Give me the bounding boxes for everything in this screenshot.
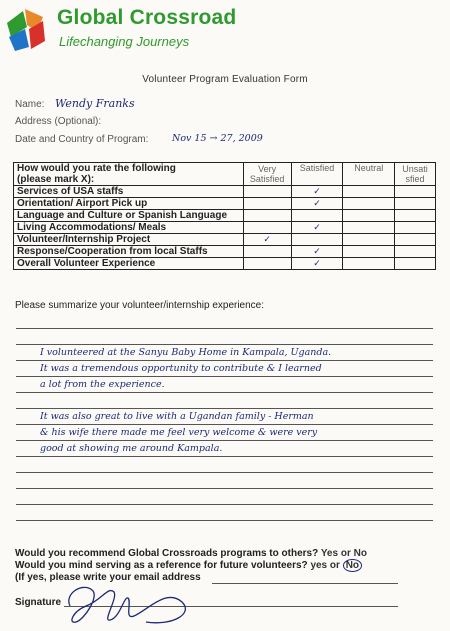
rating-cell[interactable]: [343, 222, 395, 234]
option-unsatisfied: Unsati sfied: [395, 163, 436, 186]
checkmark-icon: ✓: [263, 234, 271, 244]
rating-cell[interactable]: [343, 198, 395, 210]
rating-cell[interactable]: [291, 222, 343, 234]
reference-question: Would you mind serving as a reference for future volunteers? yes or No: [15, 560, 362, 571]
summary-text-line: It was also great to live with a Ugandan family - Herman: [40, 411, 314, 422]
rating-cell[interactable]: [395, 234, 436, 246]
rating-row-label: Language and Culture or Spanish Language: [14, 210, 244, 222]
rating-row: [14, 198, 436, 210]
rating-header-line2: (please mark X):: [17, 174, 95, 185]
handwritten-signature: [62, 576, 192, 628]
signature-label: Signature: [15, 597, 62, 608]
summary-rule-line: [16, 504, 433, 505]
summary-text-line: good at showing me around Kampala.: [40, 443, 223, 454]
summary-rule-line: [16, 472, 433, 473]
checkmark-icon: ✓: [313, 198, 321, 208]
rating-cell[interactable]: [243, 210, 291, 222]
rating-header-row: [14, 163, 436, 186]
summary-rule-line: [16, 424, 433, 425]
rating-cell[interactable]: [343, 258, 395, 270]
summary-text-line: a lot from the experience.: [40, 379, 165, 390]
name-label: Name:: [15, 99, 45, 110]
summary-rule-line: [16, 360, 433, 361]
form-title: Volunteer Program Evaluation Form: [142, 74, 308, 85]
summary-rule-line: [16, 392, 433, 393]
rating-cell[interactable]: [291, 246, 343, 258]
name-value[interactable]: Wendy Franks: [55, 97, 135, 110]
address-label: Address (Optional):: [15, 116, 102, 127]
rating-row: [14, 258, 436, 270]
rating-header: [14, 163, 244, 186]
summary-rule-line: [16, 488, 433, 489]
rating-cell[interactable]: [291, 258, 343, 270]
summary-rule-line: [16, 408, 433, 409]
reference-answer-yes[interactable]: yes or: [310, 560, 340, 571]
rating-cell[interactable]: [291, 234, 343, 246]
email-prompt: (If yes, please write your email address: [15, 572, 201, 583]
email-line[interactable]: [212, 583, 398, 584]
rating-cell[interactable]: [395, 258, 436, 270]
rating-row: [14, 222, 436, 234]
date-country-label: Date and Country of Program:: [15, 134, 149, 145]
summary-prompt: Please summarize your volunteer/internship experience:: [15, 300, 265, 311]
logo-tagline: Lifechanging Journeys: [59, 34, 190, 49]
rating-cell[interactable]: [243, 186, 291, 198]
option-satisfied: Satisfied: [291, 163, 343, 186]
checkmark-icon: ✓: [313, 258, 321, 268]
rating-row-label: Overall Volunteer Experience: [14, 258, 244, 270]
rating-cell[interactable]: [395, 198, 436, 210]
rating-row-label: Response/Cooperation from local Staffs: [14, 246, 244, 258]
checkmark-icon: ✓: [313, 222, 321, 232]
rating-row: [14, 246, 436, 258]
summary-rule-line: [16, 376, 433, 377]
rating-row-label: Orientation/ Airport Pick up: [14, 198, 244, 210]
summary-rule-line: [16, 456, 433, 457]
summary-rule-line: [16, 440, 433, 441]
rating-row: [14, 210, 436, 222]
rating-cell[interactable]: [395, 246, 436, 258]
logo-title: Global Crossroad: [57, 6, 237, 29]
rating-row: [14, 234, 436, 246]
rating-cell[interactable]: [291, 210, 343, 222]
rating-cell[interactable]: [243, 234, 291, 246]
rating-cell[interactable]: [291, 198, 343, 210]
rating-cell[interactable]: [343, 210, 395, 222]
checkmark-icon: ✓: [313, 246, 321, 256]
summary-text-line: It was a tremendous opportunity to contribute & I learned: [40, 363, 322, 374]
rating-cell[interactable]: [395, 222, 436, 234]
option-very-satisfied: Very Satisfied: [243, 163, 291, 186]
summary-text-line: I volunteered at the Sanyu Baby Home in Kampala, Uganda.: [40, 347, 332, 358]
recommend-question: Would you recommend Global Crossroads programs to others? Yes or No: [15, 548, 367, 559]
rating-cell[interactable]: [395, 210, 436, 222]
rating-cell[interactable]: [243, 198, 291, 210]
rating-cell[interactable]: [243, 246, 291, 258]
rating-cell[interactable]: [343, 234, 395, 246]
rating-row: [14, 186, 436, 198]
summary-rule-line: [16, 328, 433, 329]
rating-cell[interactable]: [343, 246, 395, 258]
logo-squares-icon: [5, 7, 47, 53]
option-neutral: Neutral: [343, 163, 395, 186]
rating-cell[interactable]: [395, 186, 436, 198]
recommend-answer[interactable]: Yes or No: [320, 548, 367, 559]
rating-cell[interactable]: [243, 258, 291, 270]
rating-header-line1: How would you rate the following: [17, 163, 176, 174]
global-crossroad-logo-mark: [5, 7, 47, 53]
reference-answer-no[interactable]: No: [343, 559, 362, 572]
rating-cell[interactable]: [343, 186, 395, 198]
rating-row-label: Services of USA staffs: [14, 186, 244, 198]
rating-cell[interactable]: [243, 222, 291, 234]
summary-rule-line: [16, 520, 433, 521]
rating-cell[interactable]: [291, 186, 343, 198]
rating-row-label: Volunteer/Internship Project: [14, 234, 244, 246]
rating-row-label: Living Accommodations/ Meals: [14, 222, 244, 234]
date-country-value[interactable]: Nov 15 → 27, 2009: [172, 133, 263, 144]
rating-table: [13, 162, 436, 270]
summary-rule-line: [16, 344, 433, 345]
checkmark-icon: ✓: [313, 186, 321, 196]
summary-text-line: & his wife there made me feel very welcome & were very: [40, 427, 318, 438]
